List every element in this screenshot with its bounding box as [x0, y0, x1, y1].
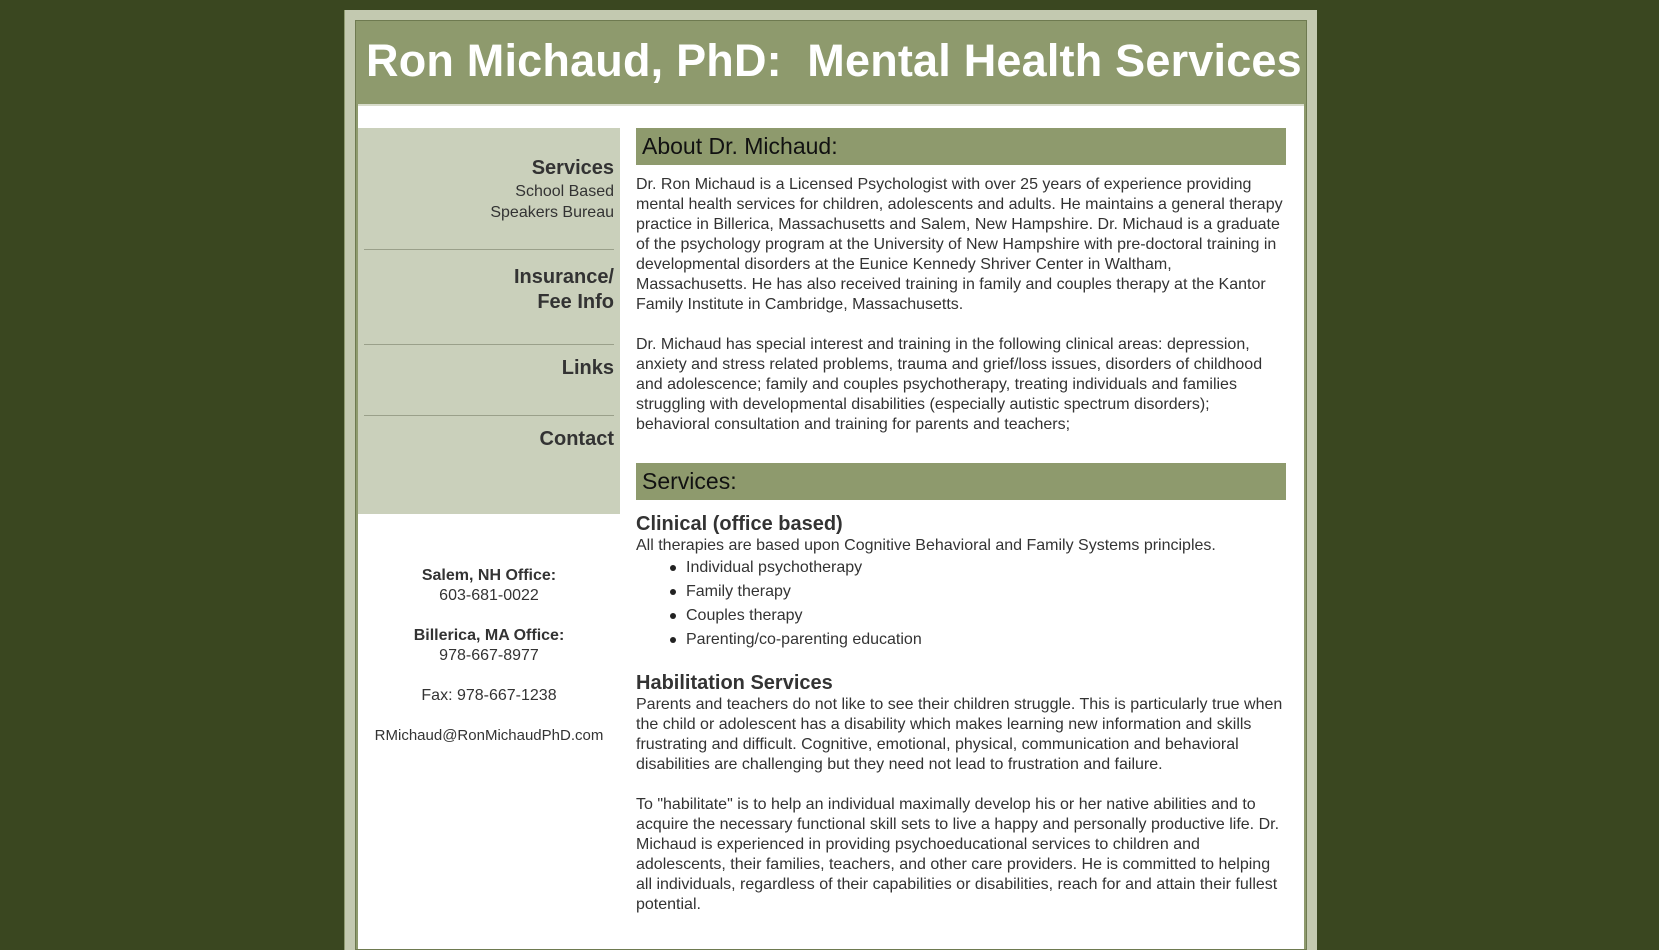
nav-group-contact — [364, 427, 614, 452]
office-contact-info — [358, 566, 620, 746]
fax-number: Fax: 978-667-1238 — [421, 687, 557, 704]
main-content — [636, 128, 1286, 915]
billerica-office-label: Billerica, MA Office: — [413, 627, 565, 644]
nav-divider — [364, 249, 614, 250]
nav-speakers-bureau-link[interactable]: Speakers Bureau — [490, 204, 614, 221]
clinical-title: Clinical (office based) — [636, 513, 843, 535]
nav-insurance-link[interactable]: Insurance/ — [513, 266, 614, 288]
habilitation-paragraph-1: Parents and teachers do not like to see their children struggle. This is particularly true when the child or adolescent has a disability which makes learning new information and skills frustrating and difficult. Cognitive, emotional, physical, communication and behavioral disabilities are challenging but they need not lead to frustration and failure. — [636, 696, 1283, 773]
page-container — [355, 20, 1307, 950]
habilitation-paragraph-2: To "habilitate" is to help an individual maximally develop his or her native abilities and to acquire the necessary functional skill sets to live a happy and personally productive life. Dr. Michaud is experienced in providing psychoeducational services to children and adolescents, their families, teachers, and other care providers. He is committed to helping all individuals, regardless of their capabilities or disabilities, reach for and attain their fullest potential. — [636, 796, 1280, 913]
about-paragraph-1: Dr. Ron Michaud is a Licensed Psychologist with over 25 years of experience providing mental health services for children, adolescents and adults. He maintains a general therapy practice in Billerica, Massachusetts and Salem, New Hampshire. Dr. Michaud is a graduate of the psychology program at the University of New Hampshire with pre-doctoral training in developmental disorders at the Eunice Kennedy Shriver Center in Waltham, Massachusetts. He has also received training in family and couples therapy at the Kantor Family Institute in Cambridge, Massachusetts. — [636, 176, 1283, 313]
billerica-office-phone: 978-667-8977 — [439, 647, 539, 664]
about-paragraph-2: Dr. Michaud has special interest and training in the following clinical areas: depression, anxiety and stress related problems, trauma and grief/loss issues, disorders of childhood and adolescence; family and couples psychotherapy, treating individuals and families struggling with developmental disabilities (especially autistic spectrum disorders); behavioral consultation and training for parents and teachers; — [636, 336, 1263, 433]
nav-services-link[interactable]: Services — [531, 157, 614, 179]
about-heading: About Dr. Michaud: — [636, 128, 1286, 165]
salem-office-phone: 603-681-0022 — [439, 587, 539, 604]
nav-divider — [364, 415, 614, 416]
nav-group-links — [364, 356, 614, 381]
list-item: Parenting/co-parenting education — [686, 628, 1286, 652]
site-title: Ron Michaud, PhD: Mental Health Services — [366, 35, 1302, 86]
nav-group-insurance[interactable] — [364, 265, 614, 315]
list-item: Family therapy — [686, 580, 1286, 604]
nav-contact-link[interactable]: Contact — [539, 428, 614, 450]
clinical-services-list — [636, 556, 1286, 652]
site-header — [356, 21, 1306, 101]
services-heading: Services: — [636, 463, 1286, 500]
salem-office-label: Salem, NH Office: — [421, 567, 557, 584]
content-area — [358, 104, 1304, 949]
nav-school-based-link[interactable]: School Based — [515, 183, 614, 200]
nav-group-services — [364, 156, 614, 223]
nav-fee-info-link[interactable]: Fee Info — [537, 291, 614, 313]
habilitation-title: Habilitation Services — [636, 672, 833, 694]
page-frame — [344, 10, 1317, 950]
email-link[interactable]: RMichaud@RonMichaudPhD.com — [374, 727, 604, 744]
sidebar-nav — [358, 128, 620, 514]
list-item: Individual psychotherapy — [686, 556, 1286, 580]
nav-links-link[interactable]: Links — [561, 357, 614, 379]
clinical-intro: All therapies are based upon Cognitive Behavioral and Family Systems principles. — [636, 537, 1216, 554]
list-item: Couples therapy — [686, 604, 1286, 628]
nav-divider — [364, 344, 614, 345]
